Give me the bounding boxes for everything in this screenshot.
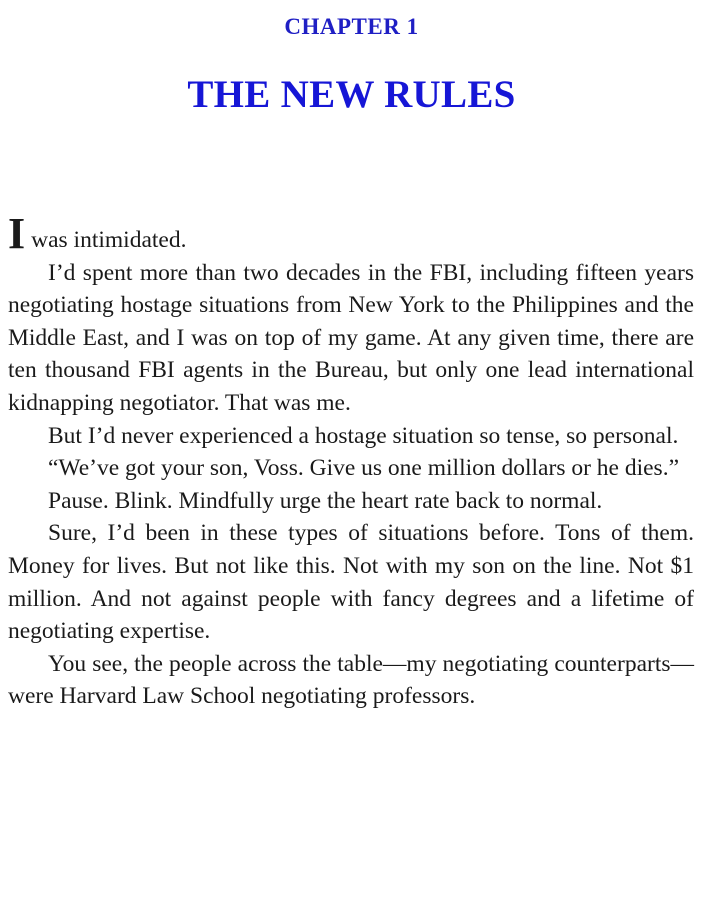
paragraph-3: “We’ve got your son, Voss. Give us one million dollars or he dies.”: [48, 455, 680, 482]
paragraph-5: Sure, I’d been in these types of situations before. Tons of them. Money for lives. But not like this. Not with my son on the line. Not $1 million. And not against people with fancy degrees and a lifetime of negotiating expertise.: [8, 520, 694, 645]
chapter-number: CHAPTER 1: [284, 14, 419, 39]
paragraph-1: I’d spent more than two decades in the FBI, including fifteen years negotiating hostage situations from New York to the Philippines and the Middle East, and I was on top of my game. At any given time, there are ten thousand FBI agents in the Bureau, but only one lead international kidnapping negotiator. That was me.: [8, 259, 694, 416]
chapter-body: [8, 209, 694, 713]
opening-line-text: was intimidated.: [31, 227, 187, 253]
drop-cap: I: [8, 209, 26, 258]
paragraph-2: But I’d never experienced a hostage situation so tense, so personal.: [48, 422, 679, 449]
paragraph-6: You see, the people across the table—my negotiating counterparts—were Harvard Law School negotiating professors.: [8, 650, 694, 710]
paragraph-4: Pause. Blink. Mindfully urge the heart rate back to normal.: [48, 487, 603, 514]
opening-line: [8, 209, 694, 258]
chapter-title: THE NEW RULES: [187, 73, 516, 116]
